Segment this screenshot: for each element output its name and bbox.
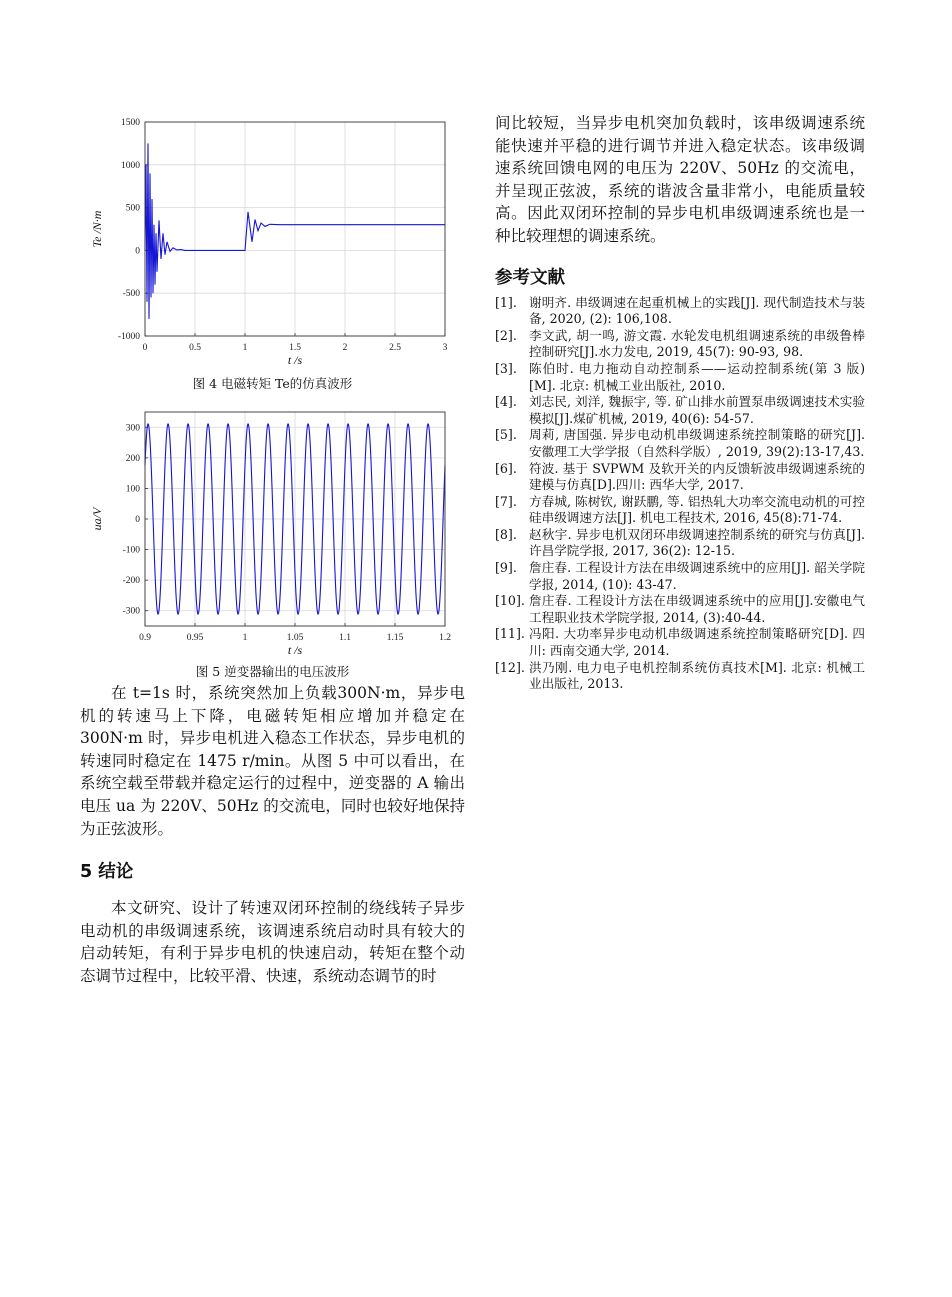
- y-tick-label: 1000: [121, 160, 140, 171]
- x-tick-label: 1: [242, 633, 248, 643]
- reference-number: [12].: [495, 659, 525, 675]
- reference-text: 陈伯时. 电力拖动自动控制系——运动控制系统(第 3 版)[M]. 北京: 机械工业出版社, 2010.: [529, 360, 865, 393]
- x-tick-label: 0.95: [186, 633, 204, 643]
- y-tick-label: 200: [125, 453, 140, 464]
- reference-item: [495, 527, 865, 560]
- y-tick-label: 500: [125, 203, 140, 214]
- y-axis-label: ua/V: [90, 507, 104, 531]
- reference-item: [495, 461, 865, 494]
- reference-item: [495, 593, 865, 626]
- reference-text: 詹庄春. 工程设计方法在串级调速系统中的应用[J]. 韶关学院学报, 2014, (10): 43-47.: [529, 560, 865, 592]
- reference-item: [495, 394, 865, 427]
- reference-text: 刘志民, 刘洋, 魏振宇, 等. 矿山排水前置泵串级调速技术实验模拟[J].煤矿机械, 2019, 40(6): 54-57.: [529, 394, 865, 426]
- reference-number: [10].: [495, 593, 525, 609]
- x-axis-label: t /s: [287, 643, 303, 657]
- y-tick-label: -300: [122, 606, 140, 617]
- reference-text: 赵秋宇. 异步电机双闭环串级调速控制系统的研究与仿真[J]. 许昌学院学报, 2017, 36(2): 12-15.: [529, 526, 865, 559]
- reference-text: 方春城, 陈树钦, 谢跃鹏, 等. 铝热轧大功率交流电动机的可控硅串级调速方法[J]. 机电工程技术, 2016, 45(8):71-74.: [529, 493, 865, 526]
- figure-5-caption: 图 5 逆变器输出的电压波形: [195, 664, 350, 679]
- x-tick-label: 0: [142, 343, 148, 353]
- x-tick-label: 0.5: [189, 343, 201, 353]
- conclusion-paragraph: 本文研究、设计了转速双闭环控制的绕线转子异步电动机的串级调速系统，该调速系统启动时具有较大的启动转矩，有利于异步电机的快速启动，转矩在整个动态调节过程中，比较平滑、快速，系统动态调节的时: [80, 899, 465, 985]
- x-tick-label: 1.05: [286, 633, 304, 643]
- results-paragraph: 在 t=1s 时，系统突然加上负载300N·m，异步电机的转速马上下降，电磁转矩相应增加并稳定在 300N·m 时，异步电机进入稳态工作状态，异步电机的转速同时稳定在 1475 r/min。从图 5 中可以看出，在系统空载至带载并稳定运行的过程中，逆变器的 A 输出电压 ua 为 220V、50Hz 的交流电，同时也较好地保持为正弦波形。: [80, 684, 465, 838]
- reference-text: 谢明齐. 串级调速在起重机械上的实践[J]. 现代制造技术与装备, 2020, (2): 106,108.: [529, 294, 865, 327]
- reference-item: [495, 361, 865, 394]
- x-tick-label: 2: [342, 343, 348, 353]
- y-tick-label: 1500: [121, 118, 140, 128]
- reference-text: 冯阳. 大功率异步电动机串级调速系统控制策略研究[D]. 四川: 西南交通大学, 2014.: [529, 626, 865, 659]
- x-tick-label: 1: [242, 343, 248, 353]
- reference-item: [495, 626, 865, 659]
- x-tick-label: 1.1: [339, 633, 351, 643]
- left-column: [80, 110, 465, 988]
- x-tick-label: 1.5: [289, 343, 301, 353]
- section-title: 5 结论: [80, 862, 134, 883]
- reference-list: [495, 295, 865, 693]
- y-tick-label: 0: [135, 246, 140, 257]
- x-axis-label: t /s: [287, 353, 303, 367]
- x-tick-label: 1.2: [439, 633, 451, 643]
- y-tick-label: -100: [122, 545, 140, 556]
- reference-item: [495, 660, 865, 693]
- voltage-chart: [80, 400, 465, 662]
- x-tick-label: 2.5: [389, 343, 401, 353]
- reference-number: [2].: [495, 327, 517, 343]
- reference-number: [7].: [495, 493, 517, 509]
- reference-item: [495, 295, 865, 328]
- reference-text: 洪乃刚. 电力电子电机控制系统仿真技术[M]. 北京: 机械工业出版社, 2013.: [529, 659, 865, 692]
- reference-number: [8].: [495, 526, 517, 542]
- conclusion-continued: 间比较短，当异步电机突加负载时，该串级调速系统能快速并平稳的进行调节并进入稳定状态。该串级调速系统回馈电网的电压为 220V、50Hz 的交流电，并呈现正弦波，系统的谐波含量非常小，电能质量较高。因此双闭环控制的异步电机串级调速系统也是一种比较理想的调速系统。: [495, 114, 865, 245]
- torque-chart: [80, 110, 465, 372]
- x-tick-label: 1.15: [386, 633, 404, 643]
- x-tick-label: 3: [442, 343, 448, 353]
- y-tick-label: 0: [135, 515, 140, 525]
- y-tick-label: -1000: [117, 332, 140, 342]
- figure-4: [80, 110, 465, 392]
- right-column: [495, 112, 865, 693]
- reference-number: [5].: [495, 427, 517, 443]
- y-axis-label: Te /N·m: [90, 210, 104, 248]
- reference-number: [6].: [495, 460, 517, 476]
- y-tick-label: -200: [122, 576, 140, 587]
- figure-5: [80, 400, 465, 680]
- reference-number: [1].: [495, 294, 517, 310]
- x-tick-label: 0.9: [139, 633, 151, 643]
- reference-item: [495, 328, 865, 361]
- reference-item: [495, 560, 865, 593]
- reference-text: 周莉, 唐国强. 异步电动机串级调速系统控制策略的研究[J]. 安徽理工大学学报（自然科学版）, 2019, 39(2):13-17,43.: [529, 427, 865, 459]
- reference-item: [495, 427, 865, 460]
- reference-number: [11].: [495, 626, 525, 642]
- reference-number: [3].: [495, 360, 517, 376]
- reference-item: [495, 494, 865, 527]
- y-tick-label: 300: [125, 423, 140, 434]
- references-title: 参考文献: [495, 267, 565, 288]
- reference-text: 詹庄春. 工程设计方法在串级调速系统中的应用[J].安徽电气工程职业技术学院学报, 2014, (3):40-44.: [529, 593, 865, 625]
- y-tick-label: 100: [125, 484, 140, 495]
- reference-number: [4].: [495, 394, 517, 410]
- reference-text: 李文武, 胡一鸣, 游文霞. 水轮发电机组调速系统的串级鲁棒控制研究[J].水力发电, 2019, 45(7): 90-93, 98.: [529, 327, 865, 360]
- figure-4-caption: 图 4 电磁转矩 Te的仿真波形: [192, 376, 353, 391]
- reference-text: 符波. 基于 SVPWM 及软开关的内反馈斩波串级调速系统的建模与仿真[D].四川: 西华大学, 2017.: [529, 460, 865, 493]
- reference-number: [9].: [495, 560, 517, 576]
- y-tick-label: -500: [122, 289, 140, 300]
